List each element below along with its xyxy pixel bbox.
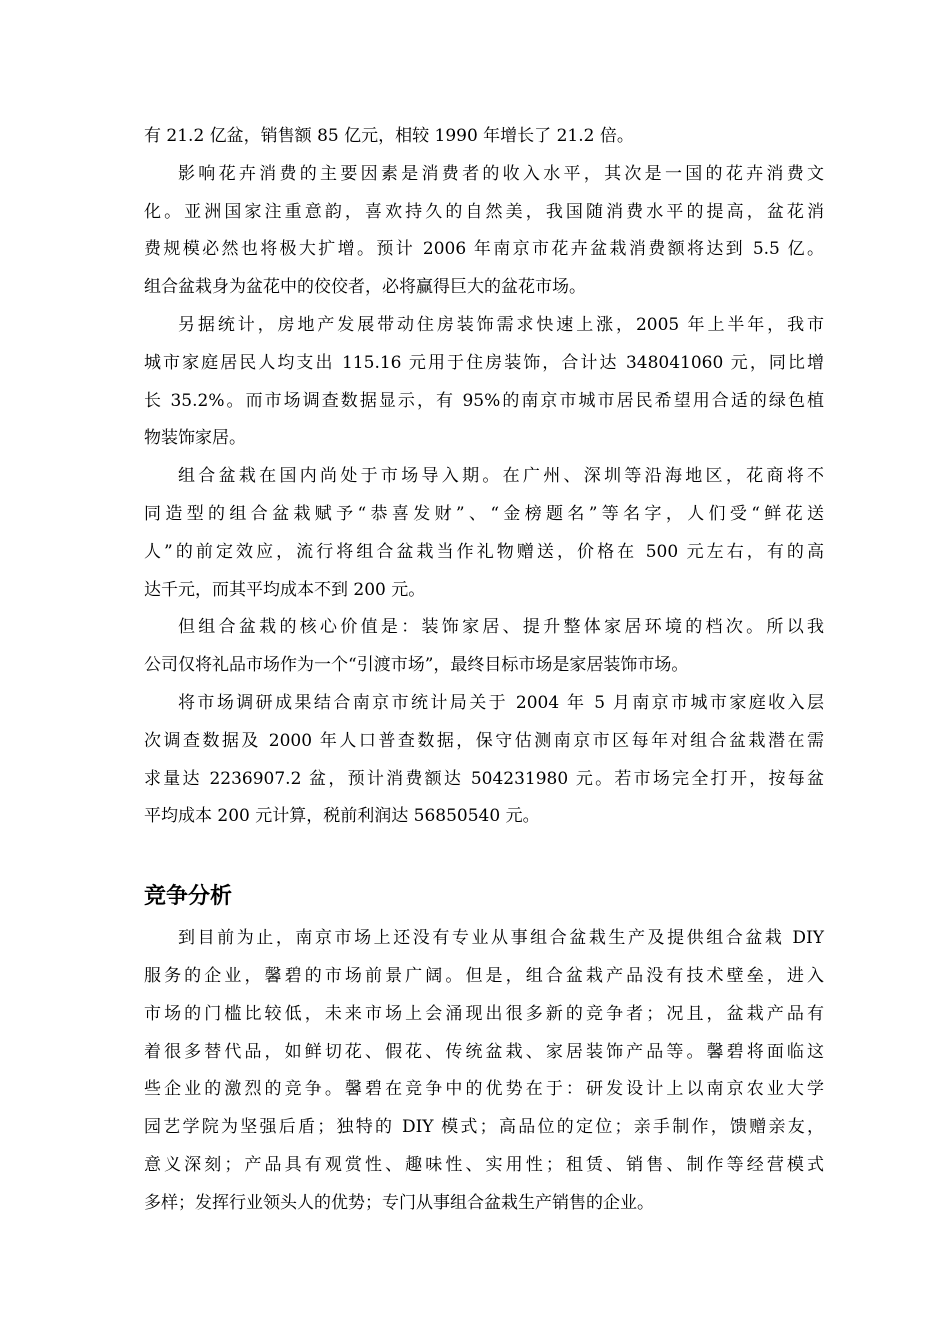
text-line: 影响花卉消费的主要因素是消费者的收入水平，其次是一国的花卉消费文 xyxy=(178,163,824,184)
text-line: 组合盆栽身为盆花中的佼佼者，必将赢得巨大的盆花市场。 xyxy=(144,277,586,298)
text-line: 着很多替代品，如鲜切花、假花、传统盆栽、家居装饰产品等。馨碧将面临这 xyxy=(144,1041,824,1062)
paragraph xyxy=(144,458,824,609)
text-line: 另据统计，房地产发展带动住房装饰需求快速上涨，2005 年上半年，我市 xyxy=(178,314,824,335)
text-line: 城市家庭居民人均支出 115.16 元用于住房装饰，合计达 348041060 元，同比增 xyxy=(144,352,824,373)
text-line: 服务的企业，馨碧的市场前景广阔。但是，组合盆栽产品没有技术壁垒，进入 xyxy=(144,965,824,986)
text-line: 多样；发挥行业领头人的优势；专门从事组合盆栽生产销售的企业。 xyxy=(144,1192,654,1213)
text-line: 费规模必然也将极大扩增。预计 2006 年南京市花卉盆栽消费额将达到 5.5 亿。 xyxy=(144,239,824,260)
document-page xyxy=(144,118,824,1223)
text-line: 人”的前定效应，流行将组合盆栽当作礼物赠送，价格在 500 元左右，有的高 xyxy=(144,541,824,562)
text-line: 次调查数据及 2000 年人口普查数据，保守估测南京市区每年对组合盆栽潜在需 xyxy=(144,730,824,751)
text-line: 化。亚洲国家注重意韵，喜欢持久的自然美，我国随消费水平的提高，盆花消 xyxy=(144,201,824,222)
paragraph xyxy=(144,685,824,836)
text-line: 有 21.2 亿盆，销售额 85 亿元，相较 1990 年增长了 21.2 倍。 xyxy=(144,126,634,146)
text-line: 意义深刻；产品具有观赏性、趣味性、实用性；租赁、销售、制作等经营模式 xyxy=(144,1154,824,1175)
paragraph xyxy=(144,609,824,685)
text-line: 园艺学院为坚强后盾；独特的 DIY 模式；高品位的定位；亲手制作，馈赠亲友， xyxy=(144,1117,824,1138)
text-line: 平均成本 200 元计算，税前利润达 56850540 元。 xyxy=(144,806,540,827)
text-line: 组合盆栽在国内尚处于市场导入期。在广州、深圳等沿海地区，花商将不 xyxy=(178,466,824,487)
text-line: 达千元，而其平均成本不到 200 元。 xyxy=(144,579,426,600)
paragraph xyxy=(144,156,824,307)
text-line: 物装饰家居。 xyxy=(144,428,246,449)
text-line: 但组合盆栽的核心价值是：装饰家居、提升整体家居环境的档次。所以我 xyxy=(178,617,824,638)
text-line: 长 35.2%。而市场调查数据显示，有 95%的南京市城市居民希望用合适的绿色植 xyxy=(144,390,824,411)
text-line: 市场的门槛比较低，未来市场上会涌现出很多新的竞争者；况且，盆栽产品有 xyxy=(144,1003,824,1024)
text-line: 同造型的组合盆栽赋予“恭喜发财”、“金榜题名”等名字，人们受“鲜花送 xyxy=(144,503,824,524)
text-line: 求量达 2236907.2 盆，预计消费额达 504231980 元。若市场完全打开，按每盆 xyxy=(144,768,824,789)
text-line: 将市场调研成果结合南京市统计局关于 2004 年 5 月南京市城市家庭收入层 xyxy=(178,692,824,713)
text-line: 到目前为止，南京市场上还没有专业从事组合盆栽生产及提供组合盆栽 DIY xyxy=(178,928,824,949)
section-heading: 竞争分析 xyxy=(144,884,233,910)
text-line: 公司仅将礼品市场作为一个“引渡市场”，最终目标市场是家居装饰市场。 xyxy=(144,655,689,676)
paragraph xyxy=(144,920,824,1222)
paragraph xyxy=(144,307,824,458)
text-line: 些企业的激烈的竞争。馨碧在竞争中的优势在于：研发设计上以南京农业大学 xyxy=(144,1079,824,1100)
paragraph xyxy=(144,118,824,156)
